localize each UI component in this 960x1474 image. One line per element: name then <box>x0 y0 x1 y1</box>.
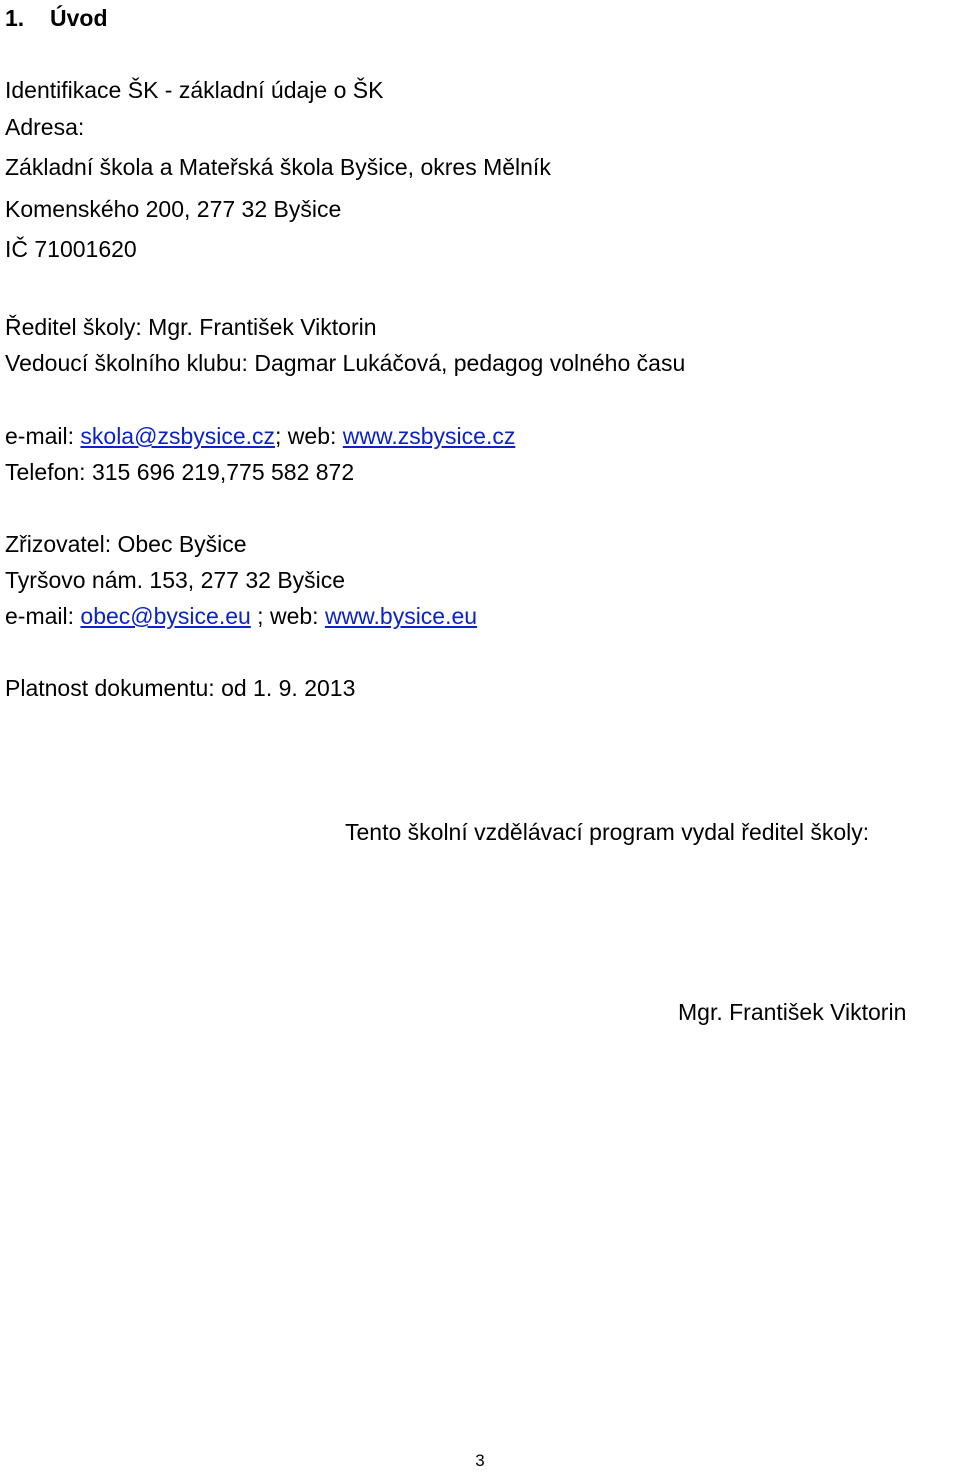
school-web-link[interactable]: www.zsbysice.cz <box>342 423 516 449</box>
section-title: Úvod <box>50 5 108 31</box>
section-number: 1. <box>5 5 25 31</box>
founder-title: Zřizovatel: Obec Byšice <box>5 531 247 557</box>
club-leader-line: Vedoucí školního klubu: Dagmar Lukáčová, pedagog volného času <box>5 350 686 376</box>
page-number: 3 <box>475 1451 485 1470</box>
school-phone: Telefon: 315 696 219,775 582 872 <box>5 459 355 485</box>
signature-name: Mgr. František Viktorin <box>678 999 907 1025</box>
email-label: e-mail: <box>5 423 81 449</box>
web-label: ; web: <box>275 423 343 449</box>
section-heading <box>5 4 108 32</box>
identification-title: Identifikace ŠK - základní údaje o ŠK <box>5 77 384 103</box>
school-ico: IČ 71001620 <box>5 236 137 262</box>
founder-address: Tyršovo nám. 153, 277 32 Byšice <box>5 567 346 593</box>
signature-statement: Tento školní vzdělávací program vydal ředitel školy: <box>345 819 870 845</box>
director-line: Ředitel školy: Mgr. František Viktorin <box>5 314 377 340</box>
school-email-link[interactable]: skola@zsbysice.cz <box>80 423 276 449</box>
school-name: Základní škola a Mateřská škola Byšice, okres Mělník <box>5 154 551 180</box>
founder-web-link[interactable]: www.bysice.eu <box>324 603 478 629</box>
school-contact-line <box>5 422 515 450</box>
address-label: Adresa: <box>5 114 85 140</box>
founder-web-label: ; web: <box>250 603 325 629</box>
validity-line: Platnost dokumentu: od 1. 9. 2013 <box>5 675 356 701</box>
school-street: Komenského 200, 277 32 Byšice <box>5 196 342 222</box>
founder-contact-line <box>5 602 477 630</box>
founder-email-label: e-mail: <box>5 603 81 629</box>
founder-email-link[interactable]: obec@bysice.eu <box>80 603 251 629</box>
